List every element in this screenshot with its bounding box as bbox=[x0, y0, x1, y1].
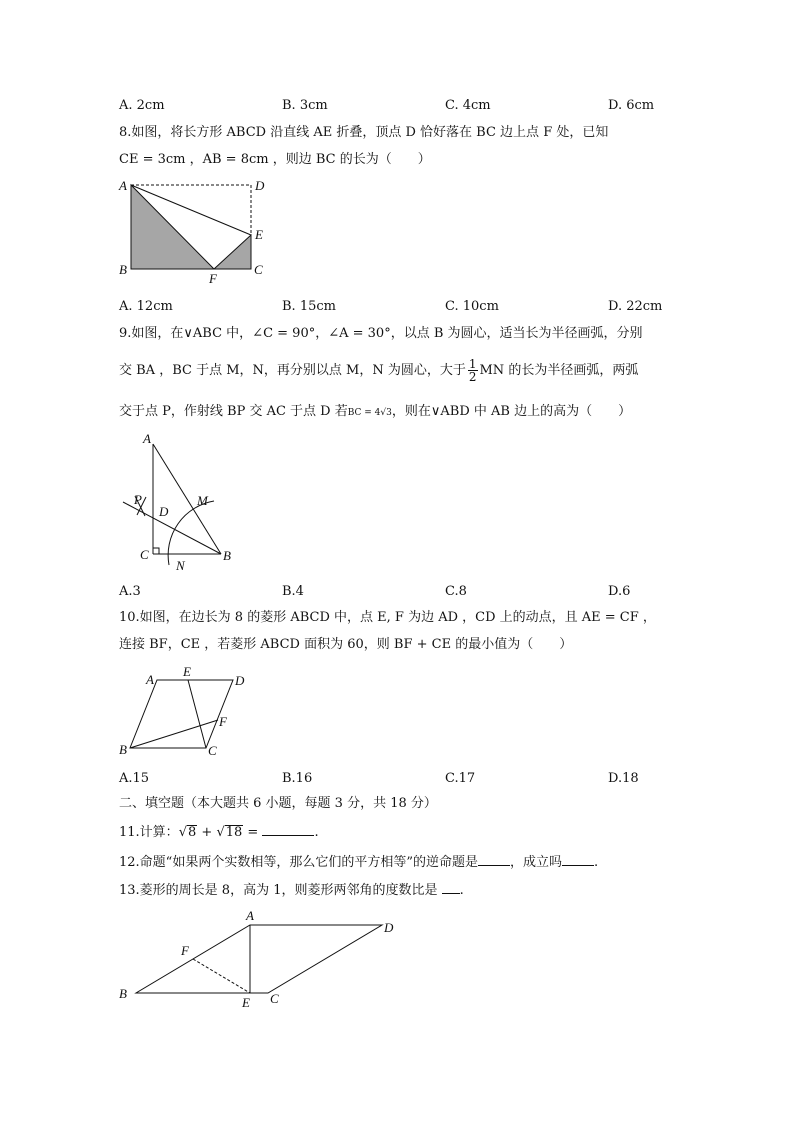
q9-label-n: N bbox=[176, 558, 185, 573]
q12-blank-2 bbox=[562, 853, 594, 866]
q11-equals: = bbox=[243, 825, 263, 840]
q9-line2-a: 交 BA ，BC 于点 M，N，再分别以点 M，N 为圆心，大于 bbox=[119, 363, 466, 378]
q9-option-d: D.6 bbox=[608, 584, 631, 599]
q9-line2-b: MN 的长为半径画弧，两弧 bbox=[479, 363, 639, 378]
q8-figure bbox=[110, 175, 280, 290]
q9-label-a: A bbox=[143, 431, 151, 446]
q9-label-p: P bbox=[134, 492, 142, 507]
q10-figure bbox=[112, 660, 262, 765]
q11-prefix: 11.计算： bbox=[119, 825, 179, 840]
q9-stem-line3 bbox=[119, 403, 631, 422]
q9-stem-line1: 9.如图，在∨ABC 中，∠C = 90°，∠A = 30°，以点 B 为圆心，适当长为半径画弧，分别 bbox=[119, 326, 643, 341]
q13-end: . bbox=[459, 883, 464, 898]
q8-stem-line1: 8.如图，将长方形 ABCD 沿直线 AE 折叠，顶点 D 恰好落在 BC 边上点 F 处，已知 bbox=[119, 125, 609, 140]
q7-option-a: A. 2cm bbox=[119, 98, 165, 113]
q13-label-c: C bbox=[270, 991, 279, 1006]
q10-stem-line1: 10.如图，在边长为 8 的菱形 ABCD 中，点 E, F 为边 AD ，CD 上的动点，且 AE = CF ， bbox=[119, 610, 656, 625]
section-2-heading: 二、填空题（本大题共 6 小题，每题 3 分，共 18 分） bbox=[119, 796, 437, 811]
q13-figure bbox=[112, 905, 402, 1013]
q8-stem-line2: CE = 3cm ，AB = 8cm ，则边 BC 的长为（ ） bbox=[119, 152, 431, 167]
q9-line3-b: ，则在∨ABD 中 AB 边上的高为（ ） bbox=[391, 404, 632, 419]
q9-figure bbox=[115, 430, 245, 578]
q10-label-f: F bbox=[219, 714, 227, 729]
q11-question: 11.计算：√8 + √18 = . bbox=[119, 825, 319, 840]
q10-option-d: D.18 bbox=[608, 771, 639, 786]
q8-option-d: D. 22cm bbox=[608, 299, 663, 314]
q9-label-d: D bbox=[159, 504, 169, 519]
q9-option-c: C.8 bbox=[445, 584, 467, 599]
q10-label-a: A bbox=[146, 672, 154, 687]
q11-end: . bbox=[314, 825, 319, 840]
q11-radicand-2: 18 bbox=[225, 825, 243, 840]
q8-label-a: A bbox=[119, 178, 127, 193]
q9-label-m: M bbox=[197, 493, 208, 508]
q11-radicand-1: 8 bbox=[187, 825, 197, 840]
q10-stem-line2: 连接 BF，CE ，若菱形 ABCD 面积为 60，则 BF + CE 的最小值为（ ） bbox=[119, 637, 573, 652]
q13-label-b: B bbox=[119, 986, 127, 1001]
q8-option-c: C. 10cm bbox=[445, 299, 499, 314]
q12-text1: 12.命题“如果两个实数相等，那么它们的平方相等”的逆命题是 bbox=[119, 855, 478, 870]
q10-label-e: E bbox=[183, 664, 191, 679]
q12-text2: ，成立吗 bbox=[509, 855, 562, 870]
q8-option-a: A. 12cm bbox=[119, 299, 173, 314]
q10-label-c: C bbox=[208, 743, 217, 758]
q8-label-e: E bbox=[255, 227, 263, 242]
q13-label-f: F bbox=[181, 943, 189, 958]
q9-line3-small: BC = 4√3 bbox=[347, 408, 392, 418]
q12-question bbox=[119, 853, 598, 872]
q7-option-d: D. 6cm bbox=[608, 98, 655, 113]
q12-end: . bbox=[593, 855, 599, 870]
q9-option-a: A.3 bbox=[119, 584, 141, 599]
q12-blank-1 bbox=[478, 853, 510, 866]
q13-text: 13.菱形的周长是 8，高为 1，则菱形两邻角的度数比是 bbox=[119, 883, 438, 898]
q13-answer-blank bbox=[442, 881, 460, 894]
q10-option-a: A.15 bbox=[119, 771, 150, 786]
q9-line3-a: 交于点 P，作射线 BP 交 AC 于点 D 若 bbox=[119, 404, 348, 419]
q11-answer-blank bbox=[262, 823, 314, 836]
q9-label-b: B bbox=[223, 548, 231, 563]
q8-option-b: B. 15cm bbox=[282, 299, 336, 314]
q10-label-d: D bbox=[235, 673, 245, 688]
q11-plus: + bbox=[197, 825, 217, 840]
q9-option-b: B.4 bbox=[282, 584, 304, 599]
q13-label-a: A bbox=[246, 908, 254, 923]
q9-fraction-den: 2 bbox=[468, 370, 477, 384]
q8-label-b: B bbox=[119, 262, 127, 277]
q7-option-c: C. 4cm bbox=[445, 98, 491, 113]
q7-option-b: B. 3cm bbox=[282, 98, 328, 113]
q10-option-b: B.16 bbox=[282, 771, 313, 786]
q10-option-c: C.17 bbox=[445, 771, 476, 786]
q8-label-c: C bbox=[254, 262, 263, 277]
q13-question bbox=[119, 881, 464, 900]
q9-stem-line2 bbox=[119, 358, 638, 383]
q9-fraction-num: 1 bbox=[468, 357, 477, 371]
q8-label-d: D bbox=[255, 178, 265, 193]
q8-label-f: F bbox=[209, 271, 217, 286]
q13-label-e: E bbox=[242, 995, 250, 1010]
q9-fraction bbox=[468, 358, 478, 383]
q10-label-b: B bbox=[119, 742, 127, 757]
q13-label-d: D bbox=[384, 920, 394, 935]
q9-label-c: C bbox=[140, 547, 149, 562]
